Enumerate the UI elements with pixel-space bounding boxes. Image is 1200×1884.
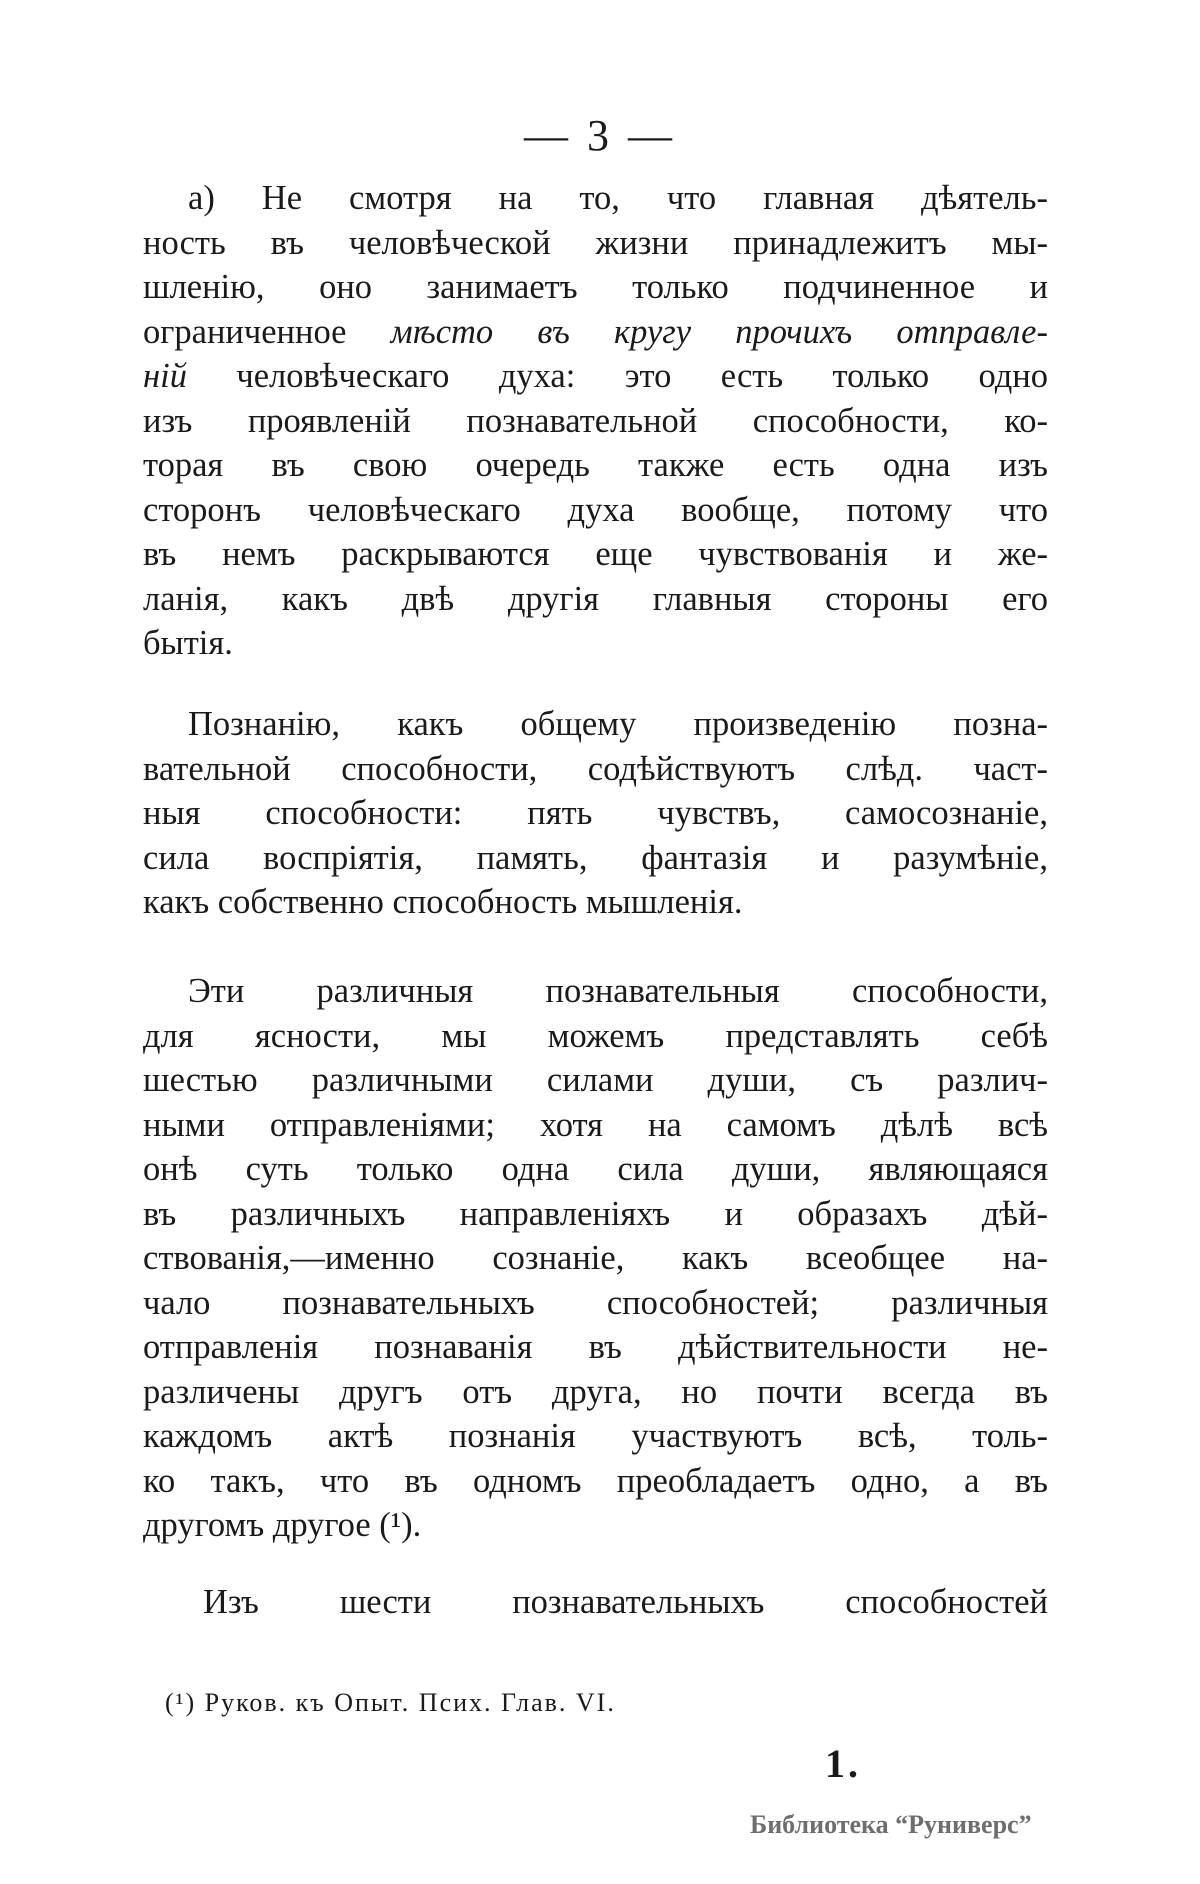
text-line: вательной способности, содѣйствуютъ слѣд. част- bbox=[143, 749, 1048, 788]
text-line: какъ собственно способность мышленія. bbox=[143, 883, 743, 921]
italic-segment: ній bbox=[143, 357, 187, 395]
text-line: сила воспріятія, память, фантазія и разумѣніе, bbox=[143, 838, 1048, 877]
text-line: въ немъ раскрываются еще чувствованія и же- bbox=[143, 535, 1048, 573]
text-line: другомъ другое (¹). bbox=[143, 1506, 422, 1544]
text-line-mixed bbox=[143, 310, 1048, 355]
page-number: — 3 — bbox=[524, 111, 676, 160]
italic-segment: мѣсто въ кругу прочихъ отправле- bbox=[390, 312, 1048, 351]
paragraph-six-faculties bbox=[143, 1580, 1048, 1625]
text-line: ствованія,—именно сознаніе, какъ всеобщее на- bbox=[143, 1239, 1048, 1277]
text-line: шестью различными силами души, съ различ- bbox=[143, 1061, 1048, 1099]
text-line: шленію, оно занимаетъ только подчиненное и bbox=[143, 268, 1048, 306]
paragraph-faculties bbox=[143, 969, 1048, 1548]
paragraph-a bbox=[143, 176, 1048, 666]
text-line: для ясности, мы можемъ представлять себѣ bbox=[143, 1016, 1048, 1055]
text-line: сторонъ человѣческаго духа вообще, потому что bbox=[143, 490, 1048, 529]
text-line: ными отправленіями; хотя на самомъ дѣлѣ всѣ bbox=[143, 1105, 1048, 1144]
text-line: бытія. bbox=[143, 624, 233, 662]
text-line: въ различныхъ направленіяхъ и образахъ дѣй- bbox=[143, 1194, 1048, 1233]
text-line: ныя способности: пять чувствъ, самосознаніе, bbox=[143, 794, 1048, 832]
text-line: онѣ суть только одна сила души, являющаяся bbox=[143, 1150, 1048, 1188]
text-line: каждомъ актѣ познанія участвуютъ всѣ, толь- bbox=[143, 1417, 1048, 1455]
text-line: изъ проявленій познавательной способности, ко- bbox=[143, 401, 1048, 440]
text-line: Изъ шести познавательныхъ способностей bbox=[203, 1583, 1048, 1621]
signature-mark: 1. bbox=[825, 1741, 861, 1786]
footnote: (¹) Руков. къ Опыт. Псих. Глав. VI. bbox=[165, 1688, 616, 1717]
text-line-mixed bbox=[143, 354, 1048, 399]
library-watermark: Библиотека “Руниверс” bbox=[750, 1810, 1032, 1839]
text-line: ко такъ, что въ одномъ преобладаетъ одно, а въ bbox=[143, 1461, 1048, 1500]
text-segment: человѣческаго духа: это есть только одно bbox=[186, 357, 1048, 395]
text-line: торая въ свою очередь также есть одна изъ bbox=[143, 446, 1048, 484]
text-segment: ограниченное bbox=[143, 312, 391, 351]
text-line: ность въ человѣческой жизни принадлежитъ мы- bbox=[143, 223, 1048, 262]
text-line: отправленія познаванія въ дѣйствительности не- bbox=[143, 1328, 1048, 1366]
text-line: Эти различныя познавательныя способности, bbox=[188, 972, 1048, 1010]
text-line: а) Не смотря на то, что главная дѣятель- bbox=[188, 179, 1048, 217]
text-line: ланія, какъ двѣ другія главныя стороны его bbox=[143, 579, 1048, 618]
text-line: чало познавательныхъ способностей; различныя bbox=[143, 1283, 1048, 1322]
text-line: различены другъ отъ друга, но почти всегда въ bbox=[143, 1372, 1048, 1411]
paragraph-cognition bbox=[143, 702, 1048, 925]
text-line: Познанію, какъ общему произведенію позна- bbox=[188, 705, 1048, 743]
